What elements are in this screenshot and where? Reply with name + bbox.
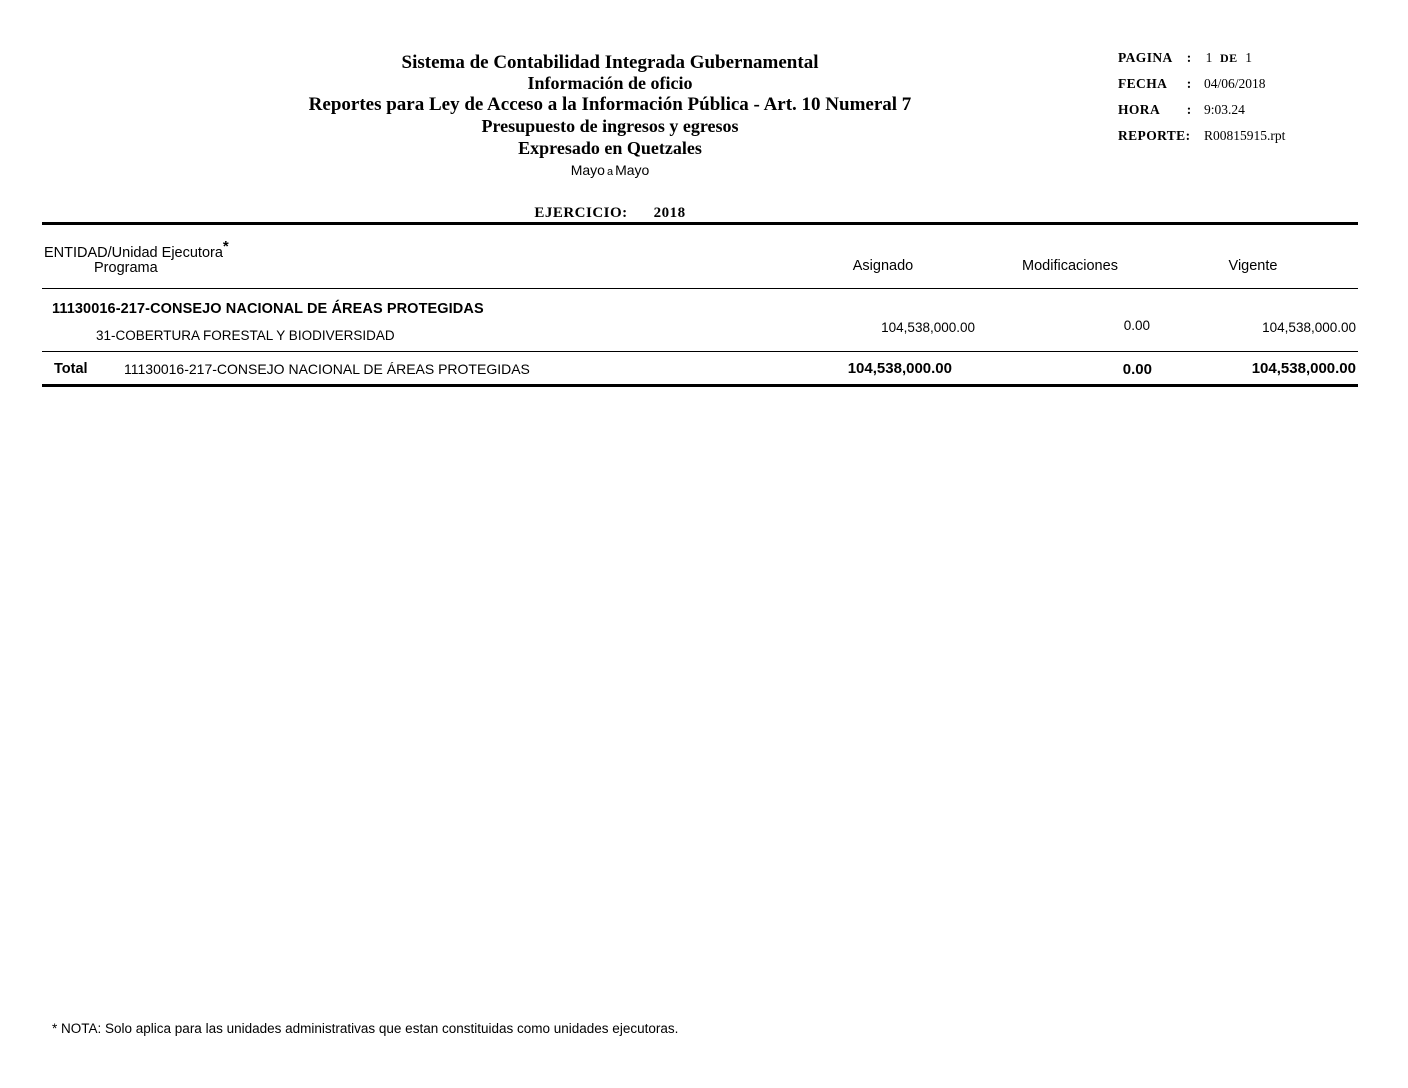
title-stack: [60, 52, 1160, 222]
pagina-label: PAGINA: [1118, 50, 1173, 65]
total-description: 11130016-217-CONSEJO NACIONAL DE ÁREAS PROTEGIDAS: [124, 361, 530, 377]
report-period: [60, 159, 1160, 183]
pagina-total: 1: [1245, 50, 1253, 65]
pagina-de-label: DE: [1220, 51, 1238, 65]
period-separator: a: [606, 166, 614, 178]
entity-row-name: 11130016-217-CONSEJO NACIONAL DE ÁREAS PROTEGIDAS: [52, 301, 484, 317]
ejercicio-label: EJERCICIO:: [534, 205, 628, 221]
reporte-value: R00815915.rpt: [1204, 128, 1286, 143]
hora-colon: :: [1186, 102, 1192, 117]
total-asignado-value: 104,538,000.00: [847, 360, 952, 377]
period-to: Mayo: [615, 162, 650, 178]
hora-value: 9:03.24: [1204, 102, 1245, 117]
meta-row-reporte: [1118, 128, 1398, 154]
table-header-rule: [42, 288, 1358, 289]
table-top-rule: [42, 222, 1358, 225]
report-budget-line: Presupuesto de ingresos y egresos: [481, 116, 739, 136]
hora-label: HORA: [1118, 102, 1161, 117]
fecha-label: FECHA: [1118, 76, 1168, 91]
report-currency-line: Expresado en Quetzales: [518, 138, 702, 158]
total-modificaciones-value: 0.00: [1122, 361, 1152, 378]
report-subtitle: Información de oficio: [527, 73, 693, 93]
fecha-value: 04/06/2018: [1204, 76, 1266, 91]
table-bottom-rule: [42, 384, 1358, 387]
column-header-entidad-label: ENTIDAD/Unidad Ejecutora: [44, 244, 223, 261]
ejercicio-row: [60, 205, 1160, 222]
column-header-modificaciones: Modificaciones: [1022, 258, 1118, 274]
program-modificaciones-value: 0.00: [1123, 318, 1150, 333]
report-law-line: Reportes para Ley de Acceso a la Información Pública - Art. 10 Numeral 7: [308, 94, 912, 115]
fecha-colon: :: [1186, 76, 1192, 91]
table-row: 31-COBERTURA FORESTAL Y BIODIVERSIDAD: [96, 328, 395, 343]
total-label: Total: [54, 361, 88, 377]
total-vigente-value: 104,538,000.00: [1251, 360, 1356, 377]
report-system-title: Sistema de Contabilidad Integrada Gubernamental: [401, 52, 819, 73]
program-asignado-value: 104,538,000.00: [881, 320, 975, 335]
ejercicio-value: 2018: [653, 205, 686, 221]
pagina-colon: :: [1186, 50, 1192, 65]
footer-note: * NOTA: Solo aplica para las unidades administrativas que estan constituidas como unidades ejecutoras.: [52, 1021, 679, 1036]
footnote-asterisk-icon: *: [222, 238, 229, 255]
column-header-vigente: Vigente: [1228, 258, 1278, 274]
column-header-entidad: [44, 238, 229, 261]
program-vigente-value: 104,538,000.00: [1262, 320, 1356, 335]
pagina-value: 1: [1205, 50, 1213, 65]
meta-row-pagina: [1118, 50, 1398, 76]
meta-row-hora: [1118, 102, 1398, 128]
table-body-rule: [42, 351, 1358, 352]
reporte-label: REPORTE:: [1118, 128, 1191, 143]
period-from: Mayo: [570, 162, 605, 178]
column-header-programa: Programa: [94, 260, 158, 276]
meta-row-fecha: [1118, 76, 1398, 102]
report-meta: [1118, 50, 1398, 154]
column-header-asignado: Asignado: [852, 258, 914, 274]
